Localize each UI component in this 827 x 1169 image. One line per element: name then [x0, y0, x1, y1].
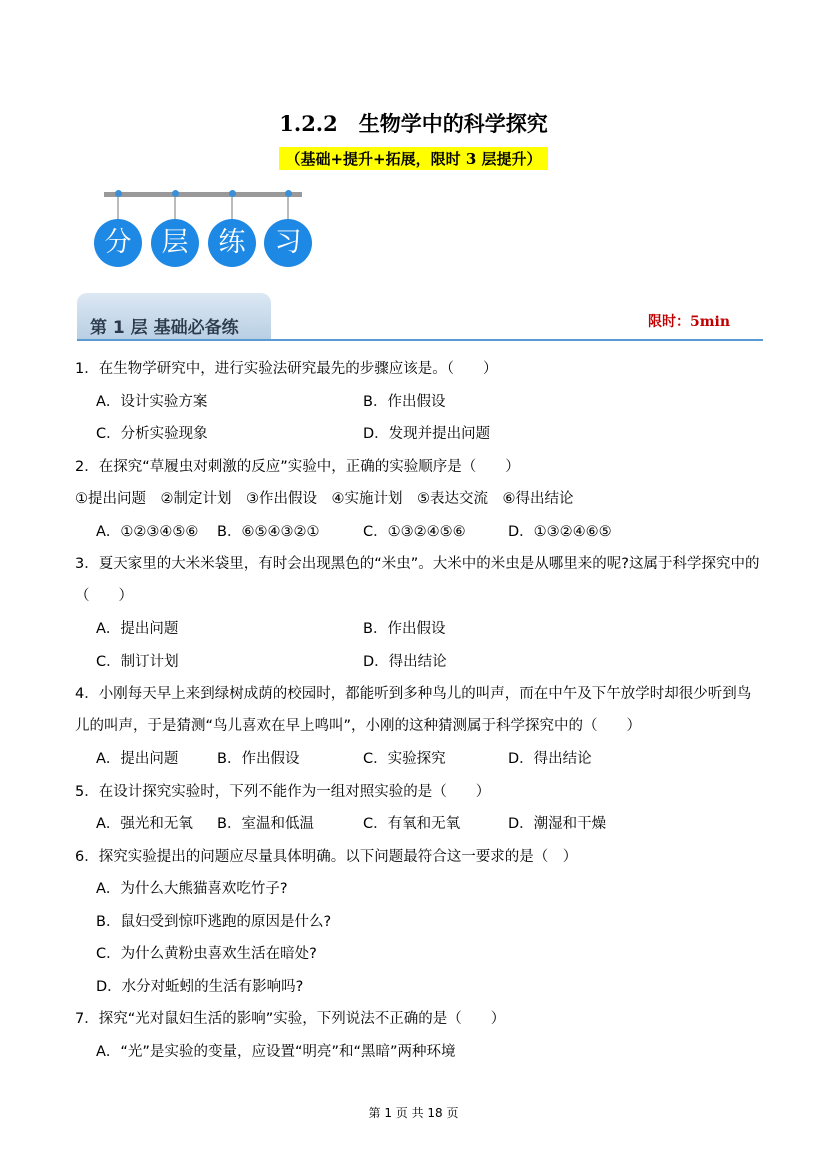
q4-option-d: D．得出结论: [508, 751, 592, 767]
q3-option-c: C．制订计划: [96, 654, 179, 670]
question-1-stem: 1．在生物学研究中，进行实验法研究最先的步骤应该是。（ ）: [75, 361, 498, 377]
badge-char-1: 分: [94, 219, 142, 267]
q3-option-a: A．提出问题: [96, 621, 179, 637]
badge-char-3: 练: [208, 219, 256, 267]
question-4-stem: 4．小刚每天早上来到绿树成荫的校园时，都能听到多种鸟儿的叫声，而在中午及下午放学时却很少听到鸟: [75, 686, 752, 702]
badge-char-2: 层: [151, 219, 199, 267]
q4-option-c: C．实验探究: [363, 751, 446, 767]
page-title: 1.2.2 生物学中的科学探究: [279, 111, 548, 136]
q2-option-b: B．⑥⑤④③②①: [217, 524, 320, 540]
section-divider: [77, 339, 763, 341]
q6-option-a: A．为什么大熊猫喜欢吃竹子?: [96, 881, 288, 897]
section-label: 第 1 层 基础必备练: [90, 318, 239, 338]
q5-option-d: D．潮湿和干燥: [508, 816, 607, 832]
question-5-stem: 5．在设计探究实验时，下列不能作为一组对照实验的是（ ）: [75, 784, 491, 800]
q1-option-b: B．作出假设: [363, 394, 446, 410]
page-footer: 第 1 页 共 18 页: [368, 1106, 459, 1120]
badge-char-4: 习: [264, 219, 312, 267]
q1-option-c: C．分析实验现象: [96, 426, 208, 442]
q3-option-d: D．得出结论: [363, 654, 447, 670]
q4-option-b: B．作出假设: [217, 751, 300, 767]
question-2-steps: ①提出问题 ②制定计划 ③作出假设 ④实施计划 ⑤表达交流 ⑥得出结论: [75, 491, 574, 507]
time-limit: 限时：5min: [648, 314, 731, 330]
q6-option-b: B．鼠妇受到惊吓逃跑的原因是什么?: [96, 914, 332, 930]
question-7-stem: 7．探究“光对鼠妇生活的影响”实验，下列说法不正确的是（ ）: [75, 1011, 506, 1027]
question-3-stem-cont: （ ）: [75, 588, 133, 604]
question-4-stem-cont: 儿的叫声，于是猜测“鸟儿喜欢在早上鸣叫”，小刚的这种猜测属于科学探究中的（ ）: [75, 718, 642, 734]
question-3-stem: 3．夏天家里的大米米袋里，有时会出现黑色的“米虫”。大米中的米虫是从哪里来的呢?这属于科学探究中的: [75, 556, 760, 572]
q7-option-a: A．“光”是实验的变量，应设置“明亮”和“黑暗”两种环境: [96, 1044, 456, 1060]
badge-bar: [104, 192, 302, 197]
q6-option-d: D．水分对蚯蚓的生活有影响吗?: [96, 979, 304, 995]
q5-option-c: C．有氧和无氧: [363, 816, 461, 832]
q4-option-a: A．提出问题: [96, 751, 179, 767]
question-6-stem: 6．探究实验提出的问题应尽量具体明确。以下问题最符合这一要求的是（ ）: [75, 849, 578, 865]
q2-option-a: A．①②③④⑤⑥: [96, 524, 199, 540]
q6-option-c: C．为什么黄粉虫喜欢生活在暗处?: [96, 946, 317, 962]
q1-option-d: D．发现并提出问题: [363, 426, 491, 442]
page-subtitle: （基础+提升+拓展，限时 3 层提升）: [279, 147, 547, 170]
q3-option-b: B．作出假设: [363, 621, 446, 637]
q2-option-c: C．①③②④⑤⑥: [363, 524, 466, 540]
q5-option-b: B．室温和低温: [217, 816, 314, 832]
q1-option-a: A．设计实验方案: [96, 394, 208, 410]
question-2-stem: 2．在探究“草履虫对刺激的反应”实验中，正确的实验顺序是（ ）: [75, 459, 520, 475]
q2-option-d: D．①③②④⑥⑤: [508, 524, 612, 540]
q5-option-a: A．强光和无氧: [96, 816, 193, 832]
